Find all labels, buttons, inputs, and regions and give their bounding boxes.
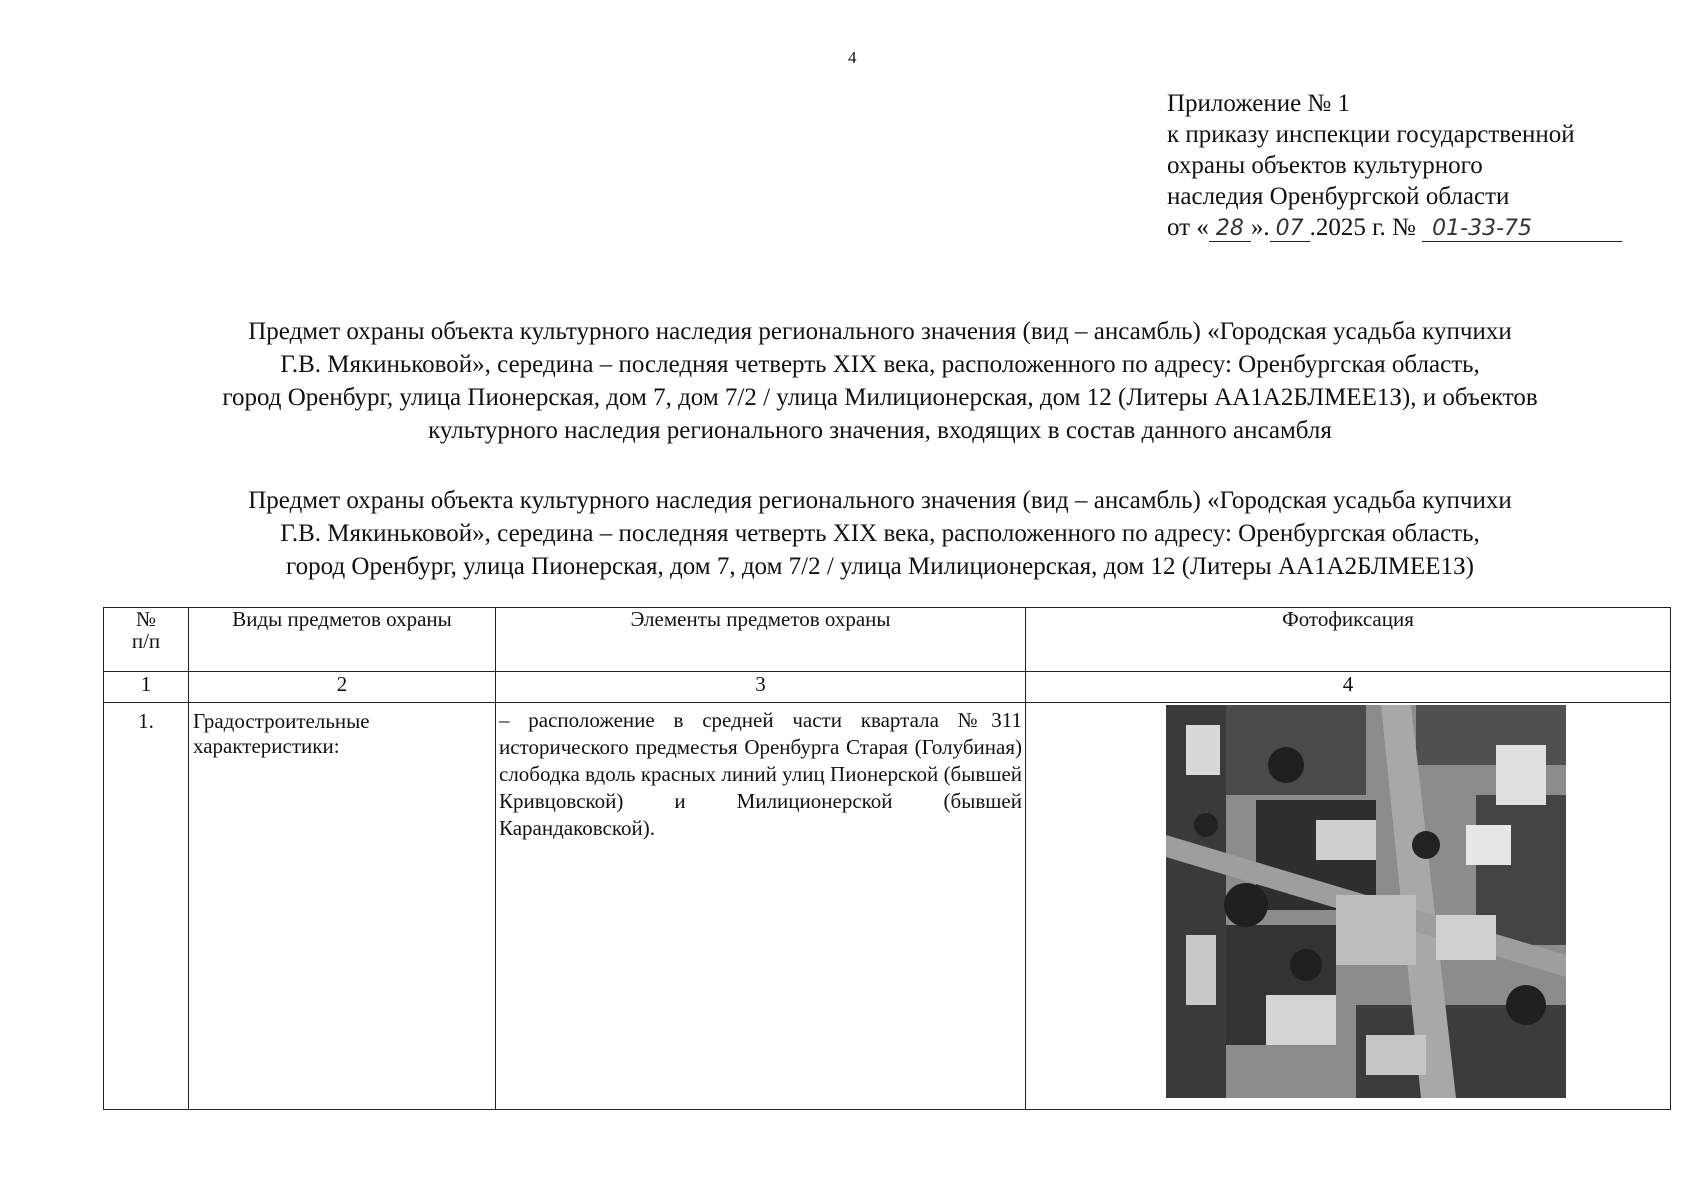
header-photo: Фотофиксация (1026, 608, 1671, 672)
table-header-row (104, 608, 1671, 672)
heading-second-line: Предмет охраны объекта культурного наследия регионального значения (вид – ансамбль) «Городская усадьба купчихи (248, 487, 1512, 514)
row-kind: Градостроительные характеристики: (189, 703, 496, 1110)
heading-second-line: Г.В. Мякиньковой», середина – последняя четверть XIX века, расположенного по адресу: Оренбургская область, (280, 520, 1480, 547)
row-element: – расположение в средней части квартала №311 исторического предместья Оренбурга Старая (Голубиная) слободка вдоль красных линий улиц Пионерской (бывшей Кривцовской) и Милиционерской (бывшей Карандаковской). (496, 703, 1026, 1110)
heading-first-line: город Оренбург, улица Пионерская, дом 7, дом 7/2 / улица Милиционерская, дом 12 (Литеры АА1А2БЛМЕЕ1З), и объектов (222, 384, 1538, 411)
heading-first-line: Предмет охраны объекта культурного наследия регионального значения (вид – ансамбль) «Городская усадьба купчихи (248, 318, 1512, 345)
heading-second-line: город Оренбург, улица Пионерская, дом 7, дом 7/2 / улица Милиционерская, дом 12 (Литеры АА1А2БЛМЕЕ1З) (286, 553, 1474, 580)
header-number (104, 608, 189, 672)
handwritten-month: 07 (1270, 217, 1310, 242)
date-prefix: от « (1167, 214, 1209, 241)
column-number: 3 (496, 672, 1026, 703)
annex-date-line (1167, 212, 1667, 243)
annex-line-3: охраны объектов культурного (1167, 152, 1483, 179)
row-photo-cell (1026, 703, 1671, 1110)
handwritten-day: 28 (1209, 217, 1251, 242)
header-kinds: Виды предметов охраны (189, 608, 496, 672)
column-number-row (104, 672, 1671, 703)
row-number: 1. (104, 703, 189, 1110)
protection-table (103, 607, 1671, 1110)
heading-first (110, 315, 1650, 447)
column-number: 4 (1026, 672, 1671, 703)
column-number: 1 (104, 672, 189, 703)
column-number: 2 (189, 672, 496, 703)
heading-second (110, 484, 1650, 583)
date-mid: ». (1250, 214, 1270, 241)
annex-line-4: наследия Оренбургской области (1167, 183, 1510, 210)
header-elements: Элементы предметов охраны (496, 608, 1026, 672)
heading-first-line: Г.В. Мякиньковой», середина – последняя четверть XIX века, расположенного по адресу: Оренбургская область, (280, 351, 1480, 378)
header-number-abbr: п/п (131, 629, 161, 653)
date-year: .2025 г. № (1309, 214, 1416, 241)
heading-first-line: культурного наследия регионального значения, входящих в состав данного ансамбля (428, 417, 1332, 444)
handwritten-order-number: 01-33-75 (1422, 217, 1622, 242)
annex-block (1167, 88, 1667, 243)
page-number: 4 (848, 48, 857, 67)
table-row (104, 703, 1671, 1110)
annex-title: Приложение № 1 (1167, 90, 1351, 117)
annex-line-2: к приказу инспекции государственной (1167, 121, 1575, 148)
header-number-sign: № (135, 607, 157, 631)
aerial-photo (1166, 705, 1566, 1098)
